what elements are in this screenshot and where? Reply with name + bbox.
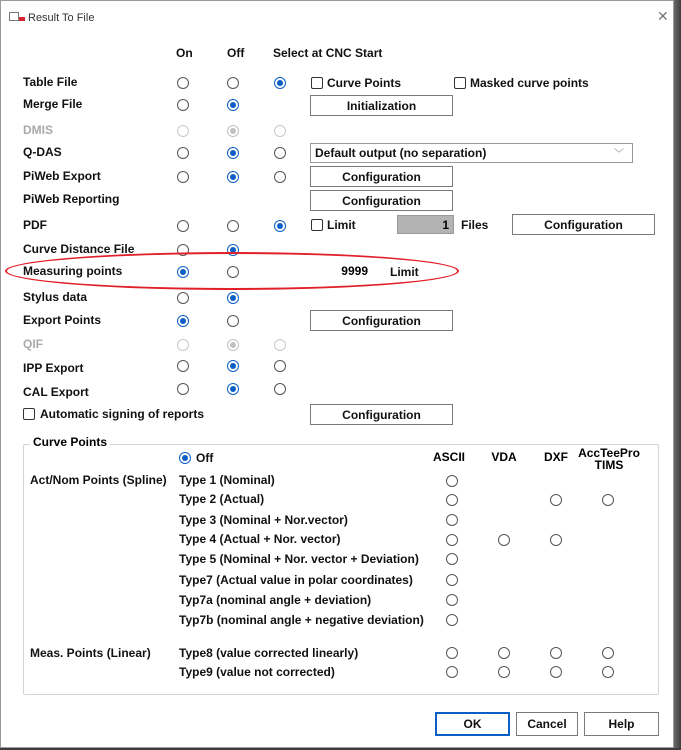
table-file-cnc-radio[interactable] bbox=[274, 77, 286, 89]
curve-distance-off-radio[interactable] bbox=[227, 244, 239, 256]
header-on: On bbox=[176, 46, 193, 60]
ipp-off-radio[interactable] bbox=[227, 360, 239, 372]
row-label-piweb-reporting: PiWeb Reporting bbox=[23, 192, 120, 206]
pdf-limit-checkbox[interactable] bbox=[311, 219, 323, 231]
masked-curve-label: Masked curve points bbox=[470, 76, 589, 90]
type-2-ascii-radio[interactable] bbox=[446, 494, 458, 506]
auto-sign-checkbox[interactable] bbox=[23, 408, 35, 420]
type-7b-label: Typ7b (nominal angle + negative deviation) bbox=[179, 613, 424, 627]
row-label-pdf: PDF bbox=[23, 218, 47, 232]
row-label-cal: CAL Export bbox=[23, 385, 89, 399]
col-vda: VDA bbox=[491, 450, 517, 464]
type-4-vda-radio[interactable] bbox=[498, 534, 510, 546]
piweb-export-cnc-radio[interactable] bbox=[274, 171, 286, 183]
type-7-ascii-radio[interactable] bbox=[446, 574, 458, 586]
app-icon bbox=[9, 12, 25, 23]
row-label-export-points: Export Points bbox=[23, 313, 102, 327]
merge-file-off-radio[interactable] bbox=[227, 99, 239, 111]
type-7a-label: Typ7a (nominal angle + deviation) bbox=[179, 593, 372, 607]
type-2-label: Type 2 (Actual) bbox=[179, 492, 265, 506]
chevron-down-icon: ﹀ bbox=[614, 149, 624, 160]
type-1-ascii-radio[interactable] bbox=[446, 475, 458, 487]
qdas-output-value: Default output (no separation) bbox=[315, 146, 487, 160]
row-label-qif: QIF bbox=[23, 337, 43, 351]
type-8-label: Type8 (value corrected linearly) bbox=[179, 646, 359, 660]
type-3-label: Type 3 (Nominal + Nor.vector) bbox=[179, 513, 348, 527]
col-tims: TIMS bbox=[594, 458, 624, 472]
type-4-ascii-radio[interactable] bbox=[446, 534, 458, 546]
row-label-dmis: DMIS bbox=[23, 123, 53, 137]
type-8-vda-radio[interactable] bbox=[498, 647, 510, 659]
piweb-export-off-radio[interactable] bbox=[227, 171, 239, 183]
close-icon[interactable]: ✕ bbox=[657, 8, 669, 24]
row-label-stylus: Stylus data bbox=[23, 290, 88, 304]
type-2-accteepro-radio[interactable] bbox=[602, 494, 614, 506]
measuring-points-limit-label: Limit bbox=[390, 265, 419, 279]
dmis-off-radio bbox=[227, 125, 239, 137]
pdf-config-button[interactable]: Configuration bbox=[512, 214, 655, 235]
col-dxf: DXF bbox=[544, 450, 568, 464]
initialization-button[interactable]: Initialization bbox=[310, 95, 453, 116]
type-4-dxf-radio[interactable] bbox=[550, 534, 562, 546]
type-8-ascii-radio[interactable] bbox=[446, 647, 458, 659]
dmis-cnc-radio bbox=[274, 125, 286, 137]
row-label-curve-distance: Curve Distance File bbox=[23, 242, 135, 256]
type-7b-ascii-radio[interactable] bbox=[446, 614, 458, 626]
pdf-cnc-radio[interactable] bbox=[274, 220, 286, 232]
export-points-config-button[interactable]: Configuration bbox=[310, 310, 453, 331]
pdf-files-field: 1 bbox=[397, 215, 454, 234]
type-9-vda-radio[interactable] bbox=[498, 666, 510, 678]
curve-distance-on-radio[interactable] bbox=[177, 244, 189, 256]
qif-off-radio bbox=[227, 339, 239, 351]
ipp-on-radio[interactable] bbox=[177, 360, 189, 372]
stylus-off-radio[interactable] bbox=[227, 292, 239, 304]
auto-sign-label: Automatic signing of reports bbox=[40, 407, 205, 421]
type-9-label: Type9 (value not corrected) bbox=[179, 665, 335, 679]
qdas-on-radio[interactable] bbox=[177, 147, 189, 159]
act-nom-label: Act/Nom Points (Spline) bbox=[30, 473, 167, 487]
ok-button[interactable]: OK bbox=[435, 712, 510, 736]
type-8-dxf-radio[interactable] bbox=[550, 647, 562, 659]
cal-cnc-radio[interactable] bbox=[274, 383, 286, 395]
table-file-off-radio[interactable] bbox=[227, 77, 239, 89]
cal-off-radio[interactable] bbox=[227, 383, 239, 395]
qdas-output-select[interactable] bbox=[310, 143, 633, 163]
curve-points-legend: Curve Points bbox=[30, 435, 110, 449]
row-label-ipp: IPP Export bbox=[23, 361, 84, 375]
curve-off-label: Off bbox=[196, 451, 214, 465]
pdf-files-label: Files bbox=[461, 218, 489, 232]
help-button[interactable]: Help bbox=[584, 712, 659, 736]
dmis-on-radio bbox=[177, 125, 189, 137]
qdas-cnc-radio[interactable] bbox=[274, 147, 286, 159]
qdas-off-radio[interactable] bbox=[227, 147, 239, 159]
col-accteepro: AccTeePro bbox=[578, 446, 640, 460]
type-3-ascii-radio[interactable] bbox=[446, 514, 458, 526]
header-off: Off bbox=[227, 46, 245, 60]
stylus-on-radio[interactable] bbox=[177, 292, 189, 304]
piweb-export-on-radio[interactable] bbox=[177, 171, 189, 183]
header-select-cnc: Select at CNC Start bbox=[273, 46, 383, 60]
auto-sign-config-button[interactable]: Configuration bbox=[310, 404, 453, 425]
curve-off-radio[interactable] bbox=[179, 452, 191, 464]
measuring-points-off-radio[interactable] bbox=[227, 266, 239, 278]
cancel-button[interactable]: Cancel bbox=[516, 712, 578, 736]
row-label-table-file: Table File bbox=[23, 75, 78, 89]
row-label-measuring-points: Measuring points bbox=[23, 264, 123, 278]
row-label-qdas: Q-DAS bbox=[23, 145, 62, 159]
row-label-piweb-export: PiWeb Export bbox=[23, 169, 101, 183]
masked-curve-checkbox[interactable] bbox=[454, 77, 466, 89]
export-points-on-radio[interactable] bbox=[177, 315, 189, 327]
piweb-reporting-config-button[interactable]: Configuration bbox=[310, 190, 453, 211]
col-ascii: ASCII bbox=[432, 450, 465, 464]
type-9-dxf-radio[interactable] bbox=[550, 666, 562, 678]
type-5-label: Type 5 (Nominal + Nor. vector + Deviation) bbox=[179, 552, 419, 566]
type-7a-ascii-radio[interactable] bbox=[446, 594, 458, 606]
cal-on-radio[interactable] bbox=[177, 383, 189, 395]
measuring-points-limit-field[interactable]: 9999 bbox=[312, 262, 372, 281]
curve-points-checkbox[interactable] bbox=[311, 77, 323, 89]
type-9-ascii-radio[interactable] bbox=[446, 666, 458, 678]
window-title: Result To File bbox=[28, 12, 95, 24]
pdf-limit-label: Limit bbox=[327, 218, 356, 232]
table-file-on-radio[interactable] bbox=[177, 77, 189, 89]
measuring-points-on-radio[interactable] bbox=[177, 266, 189, 278]
qif-cnc-radio bbox=[274, 339, 286, 351]
pdf-off-radio[interactable] bbox=[227, 220, 239, 232]
type-9-accteepro-radio[interactable] bbox=[602, 666, 614, 678]
type-1-label: Type 1 (Nominal) bbox=[179, 473, 275, 487]
type-5-ascii-radio[interactable] bbox=[446, 553, 458, 565]
piweb-export-config-button[interactable]: Configuration bbox=[310, 166, 453, 187]
row-label-merge-file: Merge File bbox=[23, 97, 83, 111]
export-points-off-radio[interactable] bbox=[227, 315, 239, 327]
qif-on-radio bbox=[177, 339, 189, 351]
type-8-accteepro-radio[interactable] bbox=[602, 647, 614, 659]
type-7-label: Type7 (Actual value in polar coordinates) bbox=[179, 573, 413, 587]
merge-file-on-radio[interactable] bbox=[177, 99, 189, 111]
pdf-on-radio[interactable] bbox=[177, 220, 189, 232]
window-shadow bbox=[674, 0, 681, 750]
type-2-dxf-radio[interactable] bbox=[550, 494, 562, 506]
curve-points-label: Curve Points bbox=[327, 76, 402, 90]
type-4-label: Type 4 (Actual + Nor. vector) bbox=[179, 532, 341, 546]
meas-points-label: Meas. Points (Linear) bbox=[30, 646, 151, 660]
ipp-cnc-radio[interactable] bbox=[274, 360, 286, 372]
